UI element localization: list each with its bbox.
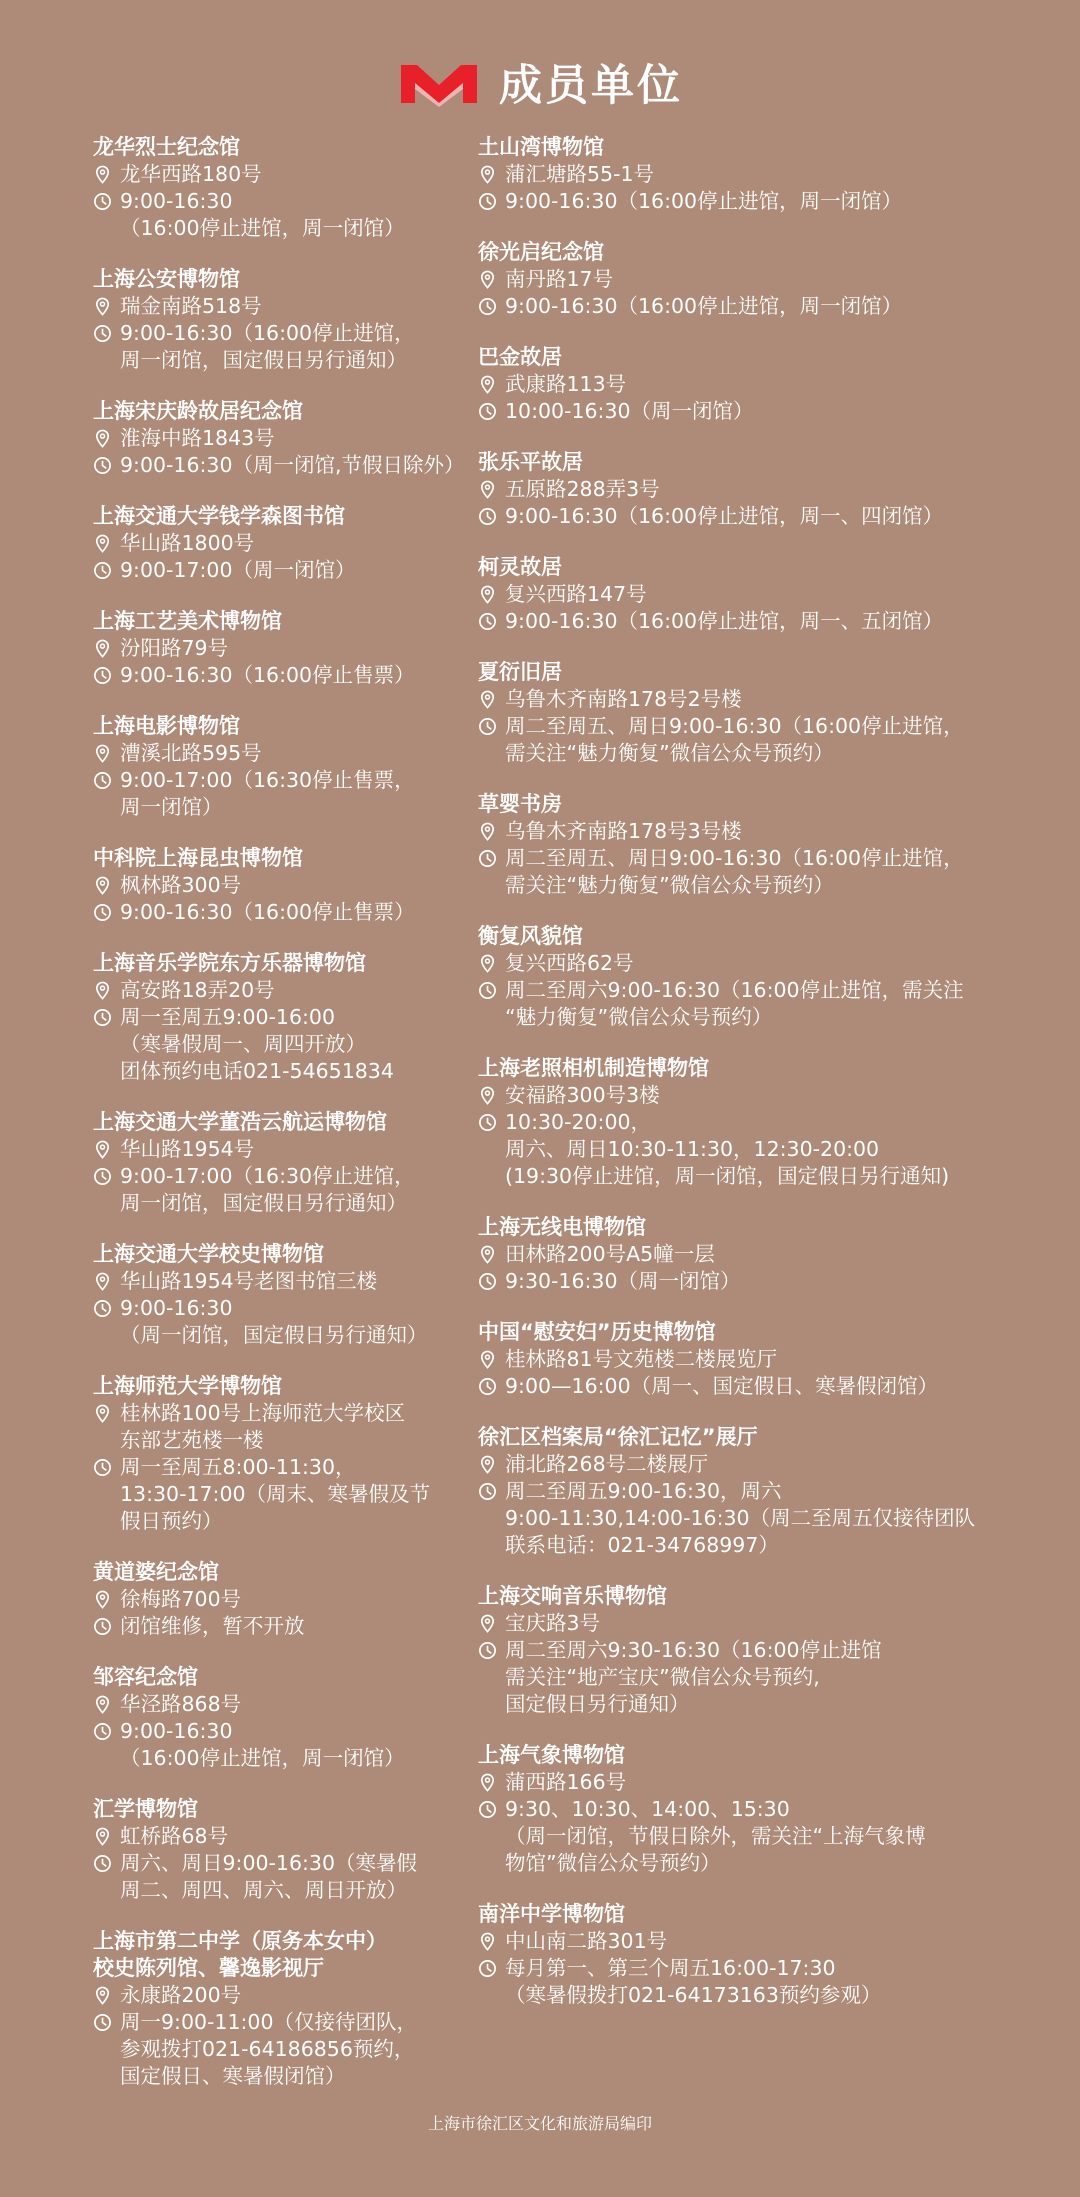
venue-address: 漕溪北路595号	[120, 741, 262, 765]
venue-entry	[93, 1559, 473, 1640]
clock-icon	[93, 1163, 120, 1190]
venue-hours: 周二至周五、周日9:00-16:30（16:00停止进馆， 需关注“魅力衡复”微信公众号预约）	[505, 714, 964, 765]
venue-hours: 周二至周五9:00-16:30，周六 9:00-11:30,14:00-16:30（周二至周五仅接待团队 联系电话：021-34768997）	[505, 1479, 976, 1557]
venue-entry	[478, 554, 1038, 635]
venue-address: 安福路300号3楼	[505, 1083, 660, 1107]
location-pin-icon	[93, 1136, 120, 1163]
venue-address-row	[93, 1136, 473, 1163]
venue-hours-row	[478, 713, 1038, 767]
venue-name: 上海老照相机制造博物馆	[478, 1056, 709, 1080]
venue-hours: 每月第一、第三个周五16:00-17:30 （寒暑假拨打021-64173163预约参观）	[505, 1956, 882, 2007]
venue-address: 永康路200号	[120, 1983, 242, 2007]
location-pin-icon	[93, 1586, 120, 1613]
venue-address: 瑞金南路518号	[120, 294, 262, 318]
right-column	[478, 134, 1038, 2033]
venue-name: 汇学博物馆	[93, 1797, 198, 1821]
clock-icon	[478, 1796, 505, 1823]
venue-entry	[478, 923, 1038, 1031]
venue-hours: 9:00-16:30（16:00停止进馆， 周一闭馆，国定假日另行通知）	[120, 321, 415, 372]
location-pin-icon	[93, 1400, 120, 1427]
location-pin-icon	[478, 581, 505, 608]
clock-icon	[478, 845, 505, 872]
venue-name: 上海交响音乐博物馆	[478, 1584, 667, 1608]
venue-entry	[478, 1424, 1038, 1559]
venue-name: 草婴书房	[478, 792, 562, 816]
venue-hours-row	[478, 608, 1038, 635]
venue-name: 上海公安博物馆	[93, 267, 240, 291]
venue-address-row	[478, 1082, 1038, 1109]
clock-icon	[93, 557, 120, 584]
venue-hours-row	[478, 1109, 1038, 1190]
venue-name: 中科院上海昆虫博物馆	[93, 846, 303, 870]
venue-entry	[478, 791, 1038, 899]
venue-address-row	[93, 425, 473, 452]
venue-hours: 9:00-16:30 （16:00停止进馆，周一闭馆）	[120, 1719, 405, 1770]
venue-hours-row	[478, 845, 1038, 899]
venue-entry	[93, 134, 473, 242]
location-pin-icon	[93, 1982, 120, 2009]
venue-hours-row	[478, 977, 1038, 1031]
venue-entry	[93, 503, 473, 584]
clock-icon	[93, 767, 120, 794]
clock-icon	[478, 1109, 505, 1136]
venue-address: 徐梅路700号	[120, 1587, 242, 1611]
venue-name: 徐光启纪念馆	[478, 240, 604, 264]
venue-hours-row	[93, 899, 473, 926]
venue-name: 衡复风貌馆	[478, 924, 583, 948]
venue-address-row	[478, 1928, 1038, 1955]
venue-hours-row	[478, 1478, 1038, 1559]
venue-entry	[93, 1928, 473, 2090]
venue-hours-row	[93, 662, 473, 689]
venue-hours: 9:00-17:00（周一闭馆）	[120, 558, 356, 582]
venue-hours-row	[478, 188, 1038, 215]
location-pin-icon	[478, 266, 505, 293]
venue-address: 中山南二路301号	[505, 1929, 668, 1953]
clock-icon	[478, 398, 505, 425]
venue-hours: 9:00-16:30（16:00停止进馆，周一、五闭馆）	[505, 609, 944, 633]
location-pin-icon	[478, 1769, 505, 1796]
venue-hours-row	[478, 1955, 1038, 2009]
venue-entry	[478, 1742, 1038, 1877]
location-pin-icon	[478, 1928, 505, 1955]
venue-name: 徐汇区档案局“徐汇记忆”展厅	[478, 1425, 758, 1449]
venue-entry	[93, 266, 473, 374]
venue-hours: 9:30、10:30、14:00、15:30 （周一闭馆，节假日除外，需关注“上海气象博 物馆”微信公众号预约）	[505, 1797, 926, 1875]
venue-address: 华山路1954号老图书馆三楼	[120, 1269, 378, 1293]
venue-address: 复兴西路147号	[505, 582, 647, 606]
clock-icon	[478, 977, 505, 1004]
venue-name: 夏衍旧居	[478, 660, 562, 684]
venue-address-row	[93, 740, 473, 767]
venue-address-row	[478, 161, 1038, 188]
venue-address: 乌鲁木齐南路178号2号楼	[505, 687, 742, 711]
venue-name: 上海交通大学董浩云航运博物馆	[93, 1110, 387, 1134]
venue-hours: 周二至周六9:30-16:30（16:00停止进馆 需关注“地产宝庆”微信公众号预约, 国定假日另行通知）	[505, 1638, 882, 1716]
clock-icon	[478, 1637, 505, 1664]
location-pin-icon	[93, 872, 120, 899]
venue-name: 巴金故居	[478, 345, 562, 369]
venue-hours: 闭馆维修，暂不开放	[120, 1614, 305, 1638]
venue-entry	[93, 713, 473, 821]
clock-icon	[478, 608, 505, 635]
venue-hours-row	[478, 1796, 1038, 1877]
venue-address-row	[478, 1451, 1038, 1478]
venue-hours: 10:00-16:30（周一闭馆）	[505, 399, 754, 423]
location-pin-icon	[478, 686, 505, 713]
venue-name: 上海无线电博物馆	[478, 1215, 646, 1239]
venue-name: 上海工艺美术博物馆	[93, 609, 282, 633]
venue-address: 乌鲁木齐南路178号3号楼	[505, 819, 742, 843]
venue-hours-row	[93, 188, 473, 242]
location-pin-icon	[93, 740, 120, 767]
clock-icon	[478, 1478, 505, 1505]
location-pin-icon	[478, 161, 505, 188]
location-pin-icon	[478, 818, 505, 845]
venue-hours-row	[478, 1637, 1038, 1718]
venue-address-row	[478, 950, 1038, 977]
venue-address-row	[478, 371, 1038, 398]
clock-icon	[478, 1373, 505, 1400]
clock-icon	[93, 1295, 120, 1322]
venue-entry	[93, 1796, 473, 1904]
venue-name: 上海师范大学博物馆	[93, 1374, 282, 1398]
venue-hours: 9:00-17:00（16:30停止售票， 周一闭馆）	[120, 768, 415, 819]
venue-hours: 9:00-16:30（16:00停止售票）	[120, 900, 415, 924]
venue-name: 龙华烈士纪念馆	[93, 135, 240, 159]
venue-entry	[93, 398, 473, 479]
venue-hours: 9:00-16:30（16:00停止进馆，周一闭馆）	[505, 294, 903, 318]
venue-address-row	[93, 1268, 473, 1295]
venue-name: 黄道婆纪念馆	[93, 1560, 219, 1584]
venue-hours-row	[478, 293, 1038, 320]
clock-icon	[478, 503, 505, 530]
venue-hours-row	[93, 320, 473, 374]
location-pin-icon	[93, 1691, 120, 1718]
venue-entry	[93, 1373, 473, 1535]
venue-name: 上海市第二中学（原务本女中） 校史陈列馆、馨逸影视厅	[93, 1929, 387, 1980]
location-pin-icon	[93, 635, 120, 662]
venue-name: 土山湾博物馆	[478, 135, 604, 159]
venue-address: 南丹路17号	[505, 267, 614, 291]
clock-icon	[93, 899, 120, 926]
left-column	[93, 134, 473, 2114]
venue-address: 龙华西路180号	[120, 162, 262, 186]
venue-address-row	[478, 1241, 1038, 1268]
venue-entry	[93, 845, 473, 926]
venue-address: 浦北路268号二楼展厅	[505, 1452, 709, 1476]
venue-entry	[93, 950, 473, 1085]
clock-icon	[478, 713, 505, 740]
venue-entry	[478, 1901, 1038, 2009]
clock-icon	[93, 1454, 120, 1481]
venue-name: 张乐平故居	[478, 450, 583, 474]
clock-icon	[93, 1718, 120, 1745]
clock-icon	[93, 1004, 120, 1031]
venue-address-row	[478, 1610, 1038, 1637]
clock-icon	[478, 1268, 505, 1295]
venue-hours: 9:00-16:30（16:00停止售票）	[120, 663, 415, 687]
location-pin-icon	[478, 1451, 505, 1478]
location-pin-icon	[93, 161, 120, 188]
venue-name: 上海交通大学校史博物馆	[93, 1242, 324, 1266]
venue-address-row	[93, 1982, 473, 2009]
venue-name: 柯灵故居	[478, 555, 562, 579]
venue-address: 华山路1800号	[120, 531, 255, 555]
venue-hours-row	[93, 1163, 473, 1217]
venue-hours-row	[93, 557, 473, 584]
venue-entry	[478, 239, 1038, 320]
venue-hours-row	[478, 503, 1038, 530]
clock-icon	[478, 293, 505, 320]
venue-name: 上海音乐学院东方乐器博物馆	[93, 951, 366, 975]
venue-entry	[478, 134, 1038, 215]
page-header	[0, 52, 1080, 113]
brand-m-logo-icon	[397, 59, 481, 107]
clock-icon	[478, 188, 505, 215]
venue-name: 南洋中学博物馆	[478, 1902, 625, 1926]
venue-address: 桂林路81号文苑楼二楼展览厅	[505, 1347, 778, 1371]
venue-entry	[478, 1319, 1038, 1400]
venue-address: 桂林路100号上海师范大学校区 东部艺苑楼一楼	[120, 1401, 406, 1452]
clock-icon	[93, 188, 120, 215]
location-pin-icon	[93, 293, 120, 320]
venue-address-row	[93, 1691, 473, 1718]
clock-icon	[93, 452, 120, 479]
venue-address: 淮海中路1843号	[120, 426, 275, 450]
venue-hours: 9:00-16:30（周一闭馆,节假日除外）	[120, 453, 465, 477]
location-pin-icon	[478, 1241, 505, 1268]
venue-hours-row	[93, 2009, 473, 2090]
venue-hours: 9:00-17:00（16:30停止进馆， 周一闭馆，国定假日另行通知）	[120, 1164, 415, 1215]
venue-address: 宝庆路3号	[505, 1611, 601, 1635]
venue-entry	[93, 608, 473, 689]
venue-hours: 周六、周日9:00-16:30（寒暑假 周二、周四、周六、周日开放）	[120, 1851, 418, 1902]
venue-entry	[478, 659, 1038, 767]
location-pin-icon	[93, 425, 120, 452]
venue-address: 武康路113号	[505, 372, 627, 396]
venue-address-row	[478, 581, 1038, 608]
venue-hours: 9:00-16:30 （周一闭馆，国定假日另行通知）	[120, 1296, 428, 1347]
venue-address-row	[478, 1346, 1038, 1373]
clock-icon	[93, 1613, 120, 1640]
venue-address: 复兴西路62号	[505, 951, 634, 975]
venue-entry	[93, 1664, 473, 1772]
venue-address: 蒲汇塘路55-1号	[505, 162, 655, 186]
venue-hours: 10:30-20:00， 周六、周日10:30-11:30，12:30-20:00 (19:30停止进馆，周一闭馆，国定假日另行通知)	[505, 1110, 950, 1188]
venue-hours-row	[478, 1373, 1038, 1400]
venue-hours: 周一至周五8:00-11:30， 13:30-17:00（周末、寒暑假及节 假日预约）	[120, 1455, 431, 1533]
venue-address-row	[478, 818, 1038, 845]
venue-address-row	[93, 293, 473, 320]
venue-hours: 9:00—16:00（周一、国定假日、寒暑假闭馆）	[505, 1374, 939, 1398]
footer-credit: 上海市徐汇区文化和旅游局编印	[427, 2114, 652, 2133]
location-pin-icon	[478, 371, 505, 398]
venue-address: 蒲西路166号	[505, 1770, 627, 1794]
venue-hours-row	[93, 1850, 473, 1904]
venue-hours-row	[93, 452, 473, 479]
venue-address-row	[93, 1400, 473, 1454]
venue-hours: 9:00-16:30 （16:00停止进馆，周一闭馆）	[120, 189, 405, 240]
venue-address: 华泾路868号	[120, 1692, 242, 1716]
location-pin-icon	[478, 1082, 505, 1109]
venue-hours-row	[93, 1454, 473, 1535]
venue-address: 五原路288弄3号	[505, 477, 660, 501]
location-pin-icon	[478, 950, 505, 977]
venue-address: 枫林路300号	[120, 873, 242, 897]
venue-address-row	[478, 1769, 1038, 1796]
location-pin-icon	[93, 1823, 120, 1850]
venue-hours: 周一至周五9:00-16:00 （寒暑假周一、周四开放） 团体预约电话021-54651834	[120, 1005, 394, 1083]
location-pin-icon	[478, 1610, 505, 1637]
venue-hours: 9:00-16:30（16:00停止进馆，周一闭馆）	[505, 189, 903, 213]
venue-entry	[93, 1109, 473, 1217]
venue-address: 高安路18弄20号	[120, 978, 275, 1002]
venue-address-row	[93, 530, 473, 557]
venue-hours: 周一9:00-11:00（仅接待团队， 参观拨打021-64186856预约， 国定假日、寒暑假闭馆）	[120, 2010, 418, 2088]
clock-icon	[478, 1955, 505, 1982]
venue-name: 上海气象博物馆	[478, 1743, 625, 1767]
venue-hours-row	[93, 767, 473, 821]
location-pin-icon	[478, 476, 505, 503]
venue-name: 邹容纪念馆	[93, 1665, 198, 1689]
venue-name: 中国“慰安妇”历史博物馆	[478, 1320, 716, 1344]
venue-entry	[478, 1214, 1038, 1295]
venue-address-row	[93, 872, 473, 899]
venue-address-row	[93, 635, 473, 662]
venue-name: 上海宋庆龄故居纪念馆	[93, 399, 303, 423]
venue-address: 汾阳路79号	[120, 636, 229, 660]
venue-hours: 9:30-16:30（周一闭馆）	[505, 1269, 741, 1293]
venue-hours-row	[478, 398, 1038, 425]
venue-name: 上海电影博物馆	[93, 714, 240, 738]
venue-address: 华山路1954号	[120, 1137, 255, 1161]
venue-entry	[478, 1583, 1038, 1718]
venue-address-row	[93, 1823, 473, 1850]
venue-address-row	[93, 1586, 473, 1613]
venue-hours-row	[478, 1268, 1038, 1295]
location-pin-icon	[93, 530, 120, 557]
venue-hours: 周二至周六9:00-16:30（16:00停止进馆，需关注 “魅力衡复”微信公众号预约）	[505, 978, 964, 1029]
venue-name: 上海交通大学钱学森图书馆	[93, 504, 345, 528]
venue-hours-row	[93, 1718, 473, 1772]
venue-address-row	[93, 161, 473, 188]
venue-hours: 9:00-16:30（16:00停止进馆，周一、四闭馆）	[505, 504, 944, 528]
clock-icon	[93, 662, 120, 689]
venue-entry	[478, 1055, 1038, 1190]
venue-entry	[93, 1241, 473, 1349]
venue-hours: 周二至周五、周日9:00-16:30（16:00停止进馆， 需关注“魅力衡复”微信公众号预约）	[505, 846, 964, 897]
location-pin-icon	[478, 1346, 505, 1373]
venue-address-row	[93, 977, 473, 1004]
venue-address-row	[478, 266, 1038, 293]
location-pin-icon	[93, 1268, 120, 1295]
venue-entry	[478, 449, 1038, 530]
venue-address-row	[478, 686, 1038, 713]
venue-address: 虹桥路68号	[120, 1824, 229, 1848]
venue-hours-row	[93, 1004, 473, 1085]
clock-icon	[93, 1850, 120, 1877]
page-title: 成员单位	[499, 61, 683, 111]
venue-address-row	[478, 476, 1038, 503]
venue-hours-row	[93, 1613, 473, 1640]
venue-hours-row	[93, 1295, 473, 1349]
clock-icon	[93, 2009, 120, 2036]
location-pin-icon	[93, 977, 120, 1004]
venue-entry	[478, 344, 1038, 425]
clock-icon	[93, 320, 120, 347]
venue-address: 田林路200号A5幢一层	[505, 1242, 715, 1266]
